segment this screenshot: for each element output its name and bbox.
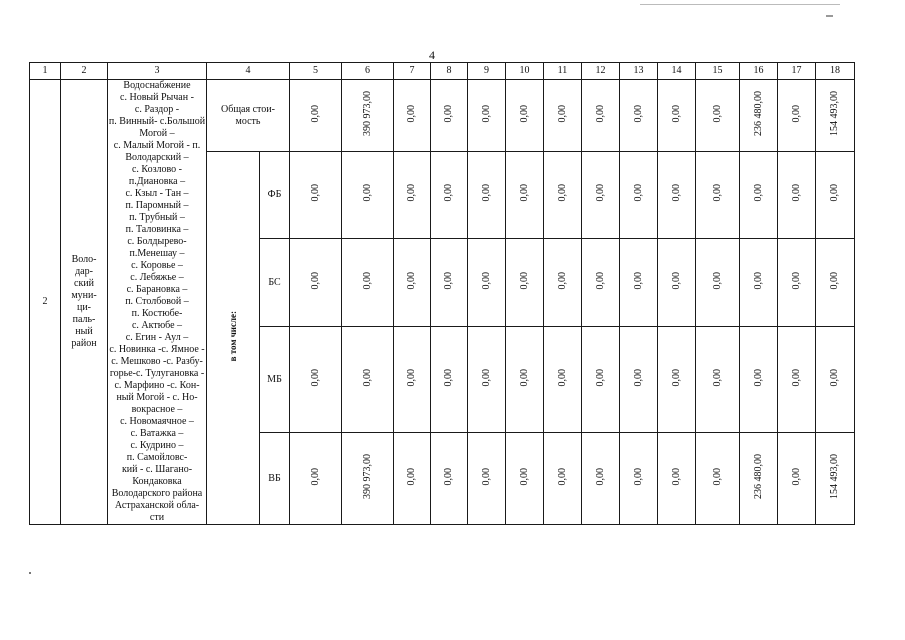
cell-value: 0,00 <box>670 368 682 387</box>
project-line: с. Новый Рычан - <box>120 92 194 103</box>
project-line: с. Болдырево- <box>127 236 187 247</box>
value-cell <box>696 239 740 327</box>
project-line: п. Костюбе- <box>131 308 183 319</box>
project-line: с. Новинка -с. Ямное - <box>109 344 205 355</box>
cell-value: 0,00 <box>361 368 373 387</box>
value-cell <box>582 433 620 525</box>
project-line: ный Могой - с. Но- <box>116 392 198 403</box>
value-cell <box>342 239 394 327</box>
cell-value: 0,00 <box>443 104 454 123</box>
project-line: вокрасное – <box>131 404 183 415</box>
cell-value: 0,00 <box>752 271 764 290</box>
project-line: с. Ватажка – <box>130 428 184 439</box>
total-cost-label <box>207 80 290 152</box>
budget-table <box>29 62 855 525</box>
value-cell <box>582 80 620 152</box>
value-cell <box>620 152 658 239</box>
header-cell-14: 14 <box>658 63 696 80</box>
cell-value: 0,00 <box>632 104 644 123</box>
row-number: 2 <box>42 296 48 307</box>
project-line: Астраханской обла- <box>114 500 200 511</box>
value-cell <box>394 433 431 525</box>
header-cell-4: 4 <box>207 63 290 80</box>
cell-value: 0,00 <box>632 271 644 290</box>
value-cell <box>394 239 431 327</box>
cell-value: 0,00 <box>711 271 723 290</box>
cell-value: 0,00 <box>443 271 454 290</box>
value-cell <box>582 327 620 433</box>
cell-value: 154 493,00 <box>829 454 840 499</box>
page-number: 4 <box>429 48 435 62</box>
cell-value: 0,00 <box>711 467 723 486</box>
project-line: с. Лебяжье – <box>130 272 184 283</box>
project-line: Володарского района <box>111 488 203 499</box>
header-row <box>30 63 855 80</box>
value-cell <box>740 239 778 327</box>
value-cell <box>696 80 740 152</box>
scan-edge-line <box>640 4 840 5</box>
value-cell <box>468 327 506 433</box>
cell-value: 0,00 <box>443 467 454 486</box>
including-label-cell <box>207 152 260 525</box>
cell-value: 0,00 <box>556 467 568 486</box>
value-cell <box>658 152 696 239</box>
cell-value: 0,00 <box>670 184 682 202</box>
value-cell <box>468 433 506 525</box>
project-line: с. Актюбе – <box>131 320 183 331</box>
project-line: п.Диановка – <box>128 176 186 187</box>
header-cell-10: 10 <box>506 63 544 80</box>
value-cell <box>431 239 468 327</box>
cell-value: 0,00 <box>790 467 802 486</box>
header-cell-6: 6 <box>342 63 394 80</box>
header-cell-15: 15 <box>696 63 740 80</box>
value-cell <box>544 433 582 525</box>
value-cell <box>620 327 658 433</box>
district-line: район <box>71 338 97 349</box>
project-description-cell <box>108 80 207 525</box>
cell-value: 0,00 <box>829 184 840 202</box>
project-line: с. Малый Могой - п. <box>113 140 201 151</box>
header-cell-18: 18 <box>816 63 855 80</box>
value-cell <box>342 433 394 525</box>
value-cell <box>342 327 394 433</box>
value-cell <box>740 433 778 525</box>
district-line: ци- <box>76 302 92 313</box>
cell-value: 0,00 <box>752 368 764 387</box>
project-line: с. Козлово - <box>131 164 183 175</box>
value-cell <box>778 80 816 152</box>
value-cell <box>394 152 431 239</box>
value-cell <box>290 327 342 433</box>
cell-value: 0,00 <box>361 184 373 202</box>
value-cell <box>658 327 696 433</box>
district-line: муни- <box>71 290 97 301</box>
header-cell-11: 11 <box>544 63 582 80</box>
cell-value: 0,00 <box>406 467 417 486</box>
header-cell-3: 3 <box>108 63 207 80</box>
cell-value: 0,00 <box>790 271 802 290</box>
including-label: в том числе: <box>228 310 238 362</box>
cell-value: 0,00 <box>632 368 644 387</box>
value-cell <box>816 80 855 152</box>
district-line: Воло- <box>71 254 97 265</box>
value-cell <box>620 80 658 152</box>
value-cell <box>816 433 855 525</box>
cell-value: 0,00 <box>632 467 644 486</box>
cell-value: 0,00 <box>670 104 682 123</box>
cell-value: 0,00 <box>480 104 492 123</box>
cell-value: 0,00 <box>480 184 492 202</box>
value-cell <box>506 80 544 152</box>
cell-value: 0,00 <box>480 467 492 486</box>
value-cell <box>620 433 658 525</box>
cell-value: 0,00 <box>518 368 530 387</box>
cell-value: 0,00 <box>406 104 417 123</box>
cell-value: 0,00 <box>480 271 492 290</box>
header-cell-5: 5 <box>290 63 342 80</box>
funding-source-label: БС <box>260 239 290 327</box>
cell-value: 0,00 <box>556 368 568 387</box>
cell-value: 0,00 <box>518 467 530 486</box>
value-cell <box>582 239 620 327</box>
project-line: п. Винный- с.Большой <box>108 116 206 127</box>
district-cell <box>61 80 108 525</box>
header-cell-13: 13 <box>620 63 658 80</box>
cell-value: 0,00 <box>594 104 606 123</box>
value-cell <box>290 239 342 327</box>
value-cell <box>506 433 544 525</box>
value-cell <box>816 152 855 239</box>
value-cell <box>740 80 778 152</box>
cell-value: 0,00 <box>556 184 568 202</box>
value-cell <box>290 80 342 152</box>
project-line: горье-с. Тулугановка - <box>109 368 205 379</box>
cell-value: 0,00 <box>518 184 530 202</box>
project-line: с. Раздор - <box>134 104 180 115</box>
cell-value: 0,00 <box>556 271 568 290</box>
value-cell <box>431 433 468 525</box>
project-line: с. Марфино -с. Кон- <box>114 380 200 391</box>
cell-value: 0,00 <box>594 271 606 290</box>
funding-source-label: ВБ <box>260 433 290 525</box>
total-label-line: мость <box>235 115 261 127</box>
project-line: Водоснабжение <box>123 80 191 91</box>
cell-value: 0,00 <box>309 184 321 202</box>
header-cell-12: 12 <box>582 63 620 80</box>
header-cell-1: 1 <box>30 63 61 80</box>
header-cell-8: 8 <box>431 63 468 80</box>
cell-value: 0,00 <box>790 184 802 202</box>
project-line: п. Трубный – <box>129 212 185 223</box>
district-line: ный <box>75 326 93 337</box>
value-cell <box>582 152 620 239</box>
value-cell <box>778 239 816 327</box>
project-line: кий - с. Шагано- <box>121 464 193 475</box>
value-cell <box>342 152 394 239</box>
value-cell <box>431 80 468 152</box>
cell-value: 0,00 <box>711 104 723 123</box>
cell-value: 0,00 <box>443 184 454 202</box>
row-number-cell <box>30 80 61 525</box>
value-cell <box>658 80 696 152</box>
header-cell-16: 16 <box>740 63 778 80</box>
project-line: п. Паромный – <box>125 200 189 211</box>
project-line: с. Новомаячное – <box>120 416 194 427</box>
value-cell <box>620 239 658 327</box>
value-cell <box>468 239 506 327</box>
header-cell-2: 2 <box>61 63 108 80</box>
value-cell <box>816 327 855 433</box>
value-cell <box>468 80 506 152</box>
cell-value: 0,00 <box>752 184 764 202</box>
header-cell-17: 17 <box>778 63 816 80</box>
cell-value: 0,00 <box>790 368 802 387</box>
project-line: с. Егин - Аул – <box>125 332 189 343</box>
project-line: п. Самойловс- <box>126 452 188 463</box>
total-label-line: Общая стои- <box>221 103 275 115</box>
project-line: Володарский – <box>125 152 189 163</box>
cell-value: 0,00 <box>594 368 606 387</box>
cell-value: 0,00 <box>406 368 417 387</box>
cell-value: 0,00 <box>670 271 682 290</box>
value-cell <box>658 239 696 327</box>
scan-mark <box>826 15 833 17</box>
value-cell <box>290 152 342 239</box>
cell-value: 0,00 <box>518 271 530 290</box>
value-cell <box>506 239 544 327</box>
value-cell <box>740 327 778 433</box>
value-cell <box>394 327 431 433</box>
project-line: с. Кудрино – <box>130 440 184 451</box>
value-cell <box>431 327 468 433</box>
scan-speck <box>29 572 31 574</box>
cell-value: 0,00 <box>594 184 606 202</box>
value-cell <box>431 152 468 239</box>
district-line: ский <box>74 278 94 289</box>
cell-value: 0,00 <box>829 271 840 290</box>
project-line: Кондаковка <box>132 476 182 487</box>
cell-value: 0,00 <box>632 184 644 202</box>
value-cell <box>816 239 855 327</box>
cell-value: 236 480,00 <box>752 454 764 499</box>
district-line: паль- <box>72 314 96 325</box>
project-line: с. Коровье – <box>131 260 183 271</box>
project-line: с. Барановка – <box>126 284 188 295</box>
cell-value: 0,00 <box>829 368 840 387</box>
value-cell <box>544 239 582 327</box>
value-cell <box>544 80 582 152</box>
value-cell <box>658 433 696 525</box>
cell-value: 0,00 <box>480 368 492 387</box>
cell-value: 0,00 <box>309 368 321 387</box>
value-cell <box>394 80 431 152</box>
cell-value: 0,00 <box>711 368 723 387</box>
value-cell <box>468 152 506 239</box>
header-cell-9: 9 <box>468 63 506 80</box>
value-cell <box>740 152 778 239</box>
cell-value: 0,00 <box>556 104 568 123</box>
value-cell <box>342 80 394 152</box>
cell-value: 390 973,00 <box>361 91 373 136</box>
value-cell <box>544 327 582 433</box>
project-line: п. Столбовой – <box>125 296 189 307</box>
header-cell-7: 7 <box>394 63 431 80</box>
value-cell <box>778 152 816 239</box>
value-cell <box>778 433 816 525</box>
value-cell <box>544 152 582 239</box>
value-cell <box>696 433 740 525</box>
project-line: п.Менешау – <box>129 248 185 259</box>
cell-value: 0,00 <box>790 104 802 123</box>
cell-value: 0,00 <box>406 184 417 202</box>
cell-value: 0,00 <box>711 184 723 202</box>
value-cell <box>778 327 816 433</box>
cell-value: 0,00 <box>406 271 417 290</box>
cell-value: 390 973,00 <box>361 454 373 499</box>
cell-value: 0,00 <box>443 368 454 387</box>
cell-value: 236 480,00 <box>752 91 764 136</box>
project-line: с. Мешково -с. Разбу- <box>111 356 203 367</box>
project-line: сти <box>149 512 165 523</box>
project-line: п. Таловинка – <box>125 224 189 235</box>
cell-value: 0,00 <box>670 467 682 486</box>
district-line: дар- <box>75 266 93 277</box>
project-line: Могой – <box>139 128 175 139</box>
cell-value: 0,00 <box>518 104 530 123</box>
value-cell <box>696 327 740 433</box>
project-line: с. Кзыл - Тан – <box>125 188 189 199</box>
value-cell <box>290 433 342 525</box>
funding-source-label: ФБ <box>260 152 290 239</box>
value-cell <box>506 327 544 433</box>
cell-value: 0,00 <box>309 104 321 123</box>
cell-value: 0,00 <box>361 271 373 290</box>
cell-value: 154 493,00 <box>829 91 840 136</box>
value-cell <box>696 152 740 239</box>
cell-value: 0,00 <box>309 271 321 290</box>
cell-value: 0,00 <box>309 467 321 486</box>
funding-source-label: МБ <box>260 327 290 433</box>
cell-value: 0,00 <box>594 467 606 486</box>
value-cell <box>506 152 544 239</box>
table-row-total <box>30 80 855 152</box>
